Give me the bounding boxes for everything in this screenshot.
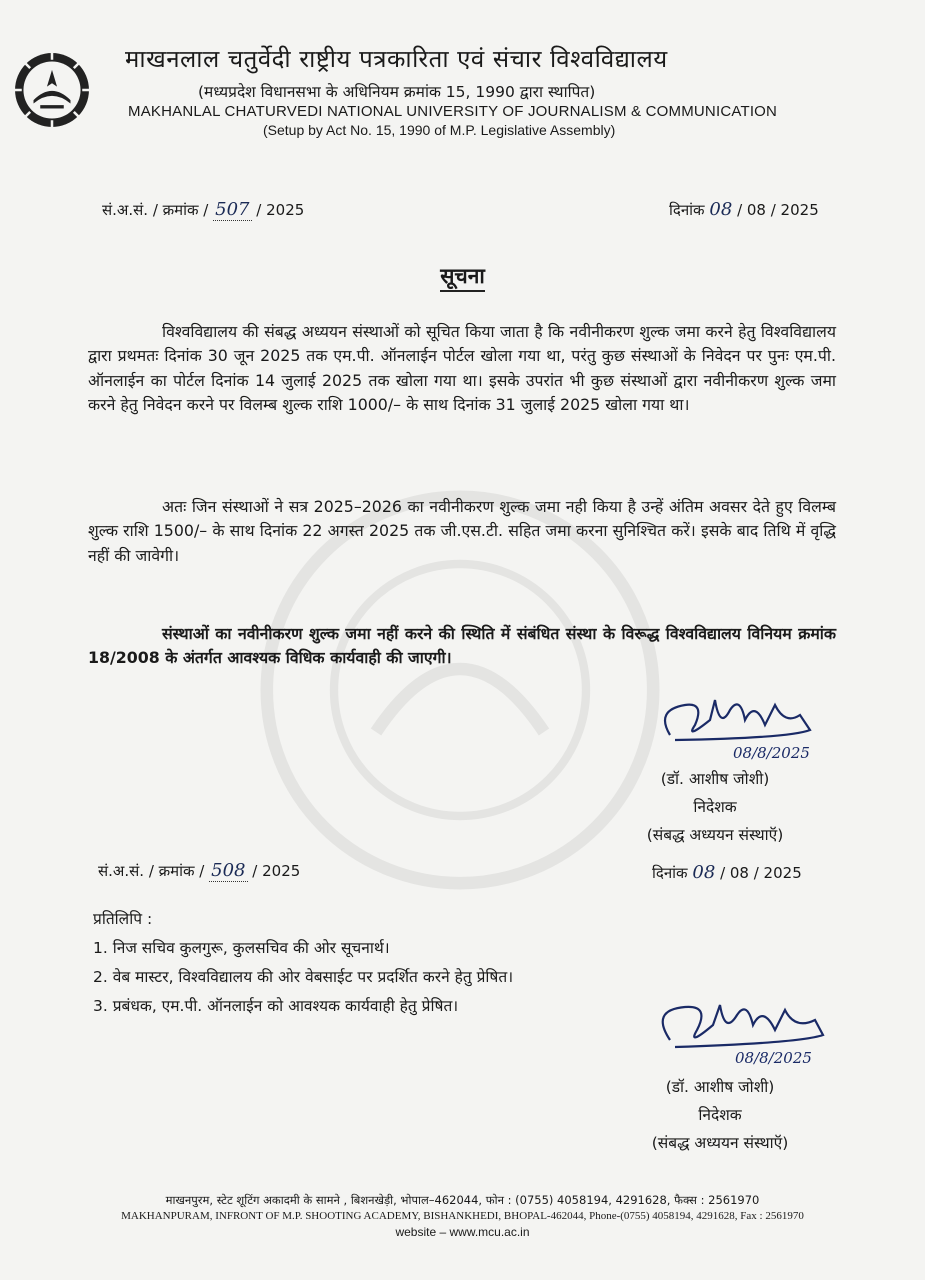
copy-item: 1. निज सचिव कुलगुरू, कुलसचिव की ओर सूचनार्थ। bbox=[93, 939, 390, 957]
date-1: दिनांक 08 / 08 / 2025 bbox=[669, 199, 819, 220]
signatory-block-1 bbox=[600, 765, 830, 849]
date-2: दिनांक 08 / 08 / 2025 bbox=[652, 862, 802, 883]
footer bbox=[0, 1192, 925, 1240]
footer-address-hindi: माखनपुरम, स्टेट शूटिंग अकादमी के सामने , बिशनखेड़ी, भोपाल–462044, फोन : (0755) 4058194, 4291628, फैक्स : 2561970 bbox=[165, 1193, 760, 1207]
reference-number-2: सं.अ.सं. / क्रमांक / 508 / 2025 bbox=[98, 860, 301, 881]
signatory-department: (संबद्ध अध्ययन संस्थाऍ) bbox=[651, 1134, 789, 1152]
paragraph-3: संस्थाओं का नवीनीकरण शुल्क जमा नहीं करने की स्थिति में संबंधित संस्था के विरूद्ध विश्वविद्यालय विनियम क्रमांक 18/2008 के अंतर्गत आवश्यक विधिक कार्यवाही की जाएगी। bbox=[88, 624, 836, 668]
footer-address-english: MAKHANPURAM, INFRONT OF M.P. SHOOTING ACADEMY, BISHANKHEDI, BHOPAL-462044, Phone-(0755) 4058194, 4291628, Fax : 2561970 bbox=[121, 1210, 804, 1222]
svg-text:08/8/2025: 08/8/2025 bbox=[733, 744, 810, 762]
footer-website[interactable]: website – www.mcu.ac.in bbox=[395, 1225, 530, 1239]
reference-number-1: सं.अ.सं. / क्रमांक / 507 / 2025 bbox=[102, 199, 305, 220]
handwritten-ref-number-2: 508 bbox=[211, 860, 246, 881]
handwritten-ref-number: 507 bbox=[215, 199, 250, 220]
handwritten-day-2: 08 bbox=[692, 862, 716, 883]
signatory-block-2 bbox=[605, 1073, 835, 1157]
notice-title: सूचना bbox=[0, 262, 925, 290]
university-name-english: MAKHANLAL CHATURVEDI NATIONAL UNIVERSITY OF JOURNALISM & COMMUNICATION bbox=[128, 103, 778, 120]
act-english: (Setup by Act No. 15, 1990 of M.P. Legislative Assembly) bbox=[263, 122, 616, 138]
signatory-designation: निदेशक bbox=[693, 798, 737, 816]
paragraph-1: विश्वविद्यालय की संबद्ध अध्ययन संस्थाओं को सूचित किया जाता है कि नवीनीकरण शुल्क जमा करने हेतु विश्वविद्यालय द्वारा प्रथमतः दिनांक 30 जून 2025 तक एम.पी. ऑनलाईन पोर्टल खोला गया था, परंतु कुछ संस्थाओं के निवेदन पर पुनः एम.पी. ऑनलाईन का पोर्टल दिनांक 14 जुलाई 2025 तक खोला गया था। इसके उपरांत भी कुछ संस्थाओं द्वारा नवीनीकरण शुल्क जमा करने हेतु निवेदन करने पर विलम्ब शुल्क राशि 1000/– के साथ दिनांक 31 जुलाई 2025 खोला गया था। bbox=[88, 322, 836, 414]
signatory-department: (संबद्ध अध्ययन संस्थाऍ) bbox=[646, 826, 784, 844]
svg-text:08/8/2025: 08/8/2025 bbox=[735, 1049, 812, 1067]
paragraph-2: अतः जिन संस्थाओं ने सत्र 2025–2026 का नवीनीकरण शुल्क जमा नही किया है उन्हें अंतिम अवसर देते हुए विलम्ब शुल्क राशि 1500/– के साथ दिनांक 22 अगस्त 2025 तक जी.एस.टी. सहित जमा करना सुनिश्चित करें। इसके बाद तिथि में वृद्धि नहीं की जावेगी। bbox=[88, 497, 836, 565]
signatory-name: (डॉ. आशीष जोशी) bbox=[665, 1078, 775, 1096]
university-logo bbox=[10, 48, 94, 132]
signatory-name: (डॉ. आशीष जोशी) bbox=[660, 770, 770, 788]
university-name-hindi: माखनलाल चतुर्वेदी राष्ट्रीय पत्रकारिता एवं संचार विश्वविद्यालय bbox=[125, 45, 668, 73]
act-hindi: (मध्यप्रदेश विधानसभा के अधिनियम क्रमांक 15, 1990 द्वारा स्थापित) bbox=[198, 83, 596, 101]
copy-heading: प्रतिलिपि : bbox=[93, 910, 153, 928]
copy-item: 3. प्रबंधक, एम.पी. ऑनलाईन को आवश्यक कार्यवाही हेतु प्रेषित। bbox=[93, 997, 459, 1015]
signature-2 bbox=[625, 985, 845, 1085]
copy-item: 2. वेब मास्टर, विश्वविद्यालय की ओर वेबसाईट पर प्रदर्शित करने हेतु प्रेषित। bbox=[93, 968, 514, 986]
signatory-designation: निदेशक bbox=[698, 1106, 742, 1124]
copy-to-section bbox=[93, 905, 513, 1021]
handwritten-day: 08 bbox=[709, 199, 733, 220]
